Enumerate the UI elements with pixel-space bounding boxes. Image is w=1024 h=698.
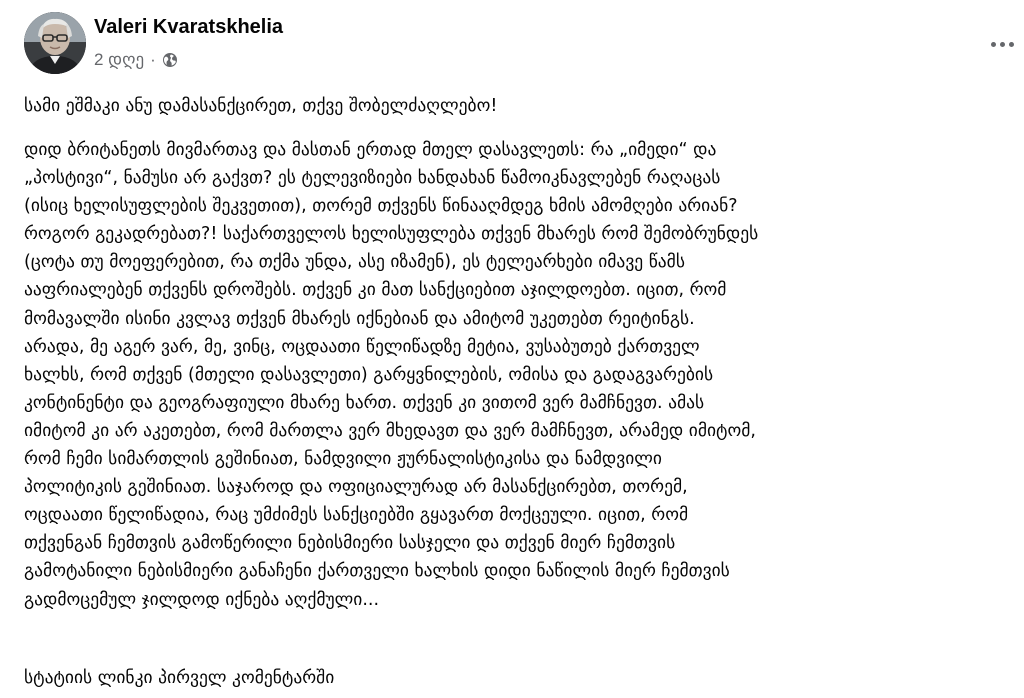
avatar-photo-icon [24, 12, 86, 74]
post-body [24, 136, 758, 614]
post-body-line: გამოტანილი ნებისმიერი განაჩენი ქართველი ხალხის დიდი ნაწილის მიერ ჩემთვის [24, 561, 730, 582]
post-body-line: „პოსტივი“, ნამუსი არ გაქვთ? ეს ტელევიზიები ხანდახან წამოიკნავლებენ რაღაცას [24, 168, 721, 189]
more-options-icon [1000, 42, 1005, 47]
post-body-line: როგორ გეკადრებათ?! საქართველოს ხელისუფლება თქვენ მხარეს რომ შემობრუნდეს [24, 224, 759, 245]
author-name[interactable]: Valeri Kvaratskhelia [94, 16, 284, 38]
more-options-icon [1009, 42, 1014, 47]
post-body-line: მომავალში ისინი კვლავ თქვენ მხარეს იქნებიან და ამიტომ უკეთებთ რეიტინგს. [24, 308, 695, 329]
post-body-line: ააფრიალებენ თქვენს დროშებს. თქვენ კი მათ სანქციებით აჯილდოებთ. იცით, რომ [24, 280, 727, 301]
post-body-line: რომ ჩემი სიმართლის გეშინიათ, ნამდვილი ჟურნალისტიკისა და ნამდვილი [24, 449, 662, 470]
post-meta [94, 50, 178, 70]
post-body-line: კონტინენტი და გეოგრაფიული მხარე ხართ. თქვენ კი ვითომ ვერ მამჩნევთ. ამას [24, 392, 705, 413]
post-body-line: დიდ ბრიტანეთს მივმართავ და მასთან ერთად მთელ დასავლეთს: რა „იმედი“ და [24, 140, 717, 160]
post-headline: სამი ეშმაკი ანუ დამასანქცირეთ, თქვე შობელძაღლებო! [24, 96, 498, 116]
post-body-line: გადმოცემულ ჯილდოდ იქნება აღქმული... [24, 589, 380, 610]
meta-separator: · [150, 50, 156, 69]
post-body-line: არადა, მე აგერ ვარ, მე, ვინც, ოცდაათი წელიწადზე მეტია, ვუსაბუთებ ქართველ [24, 336, 700, 357]
post-footer-note: სტატიის ლინკი პირველ კომენტარში [24, 668, 335, 688]
globe-icon[interactable] [162, 52, 178, 68]
post-header [24, 12, 1004, 76]
post-body-line: იმიტომ კი არ აკეთებთ, რომ მართლა ვერ მხედავთ და ვერ მამჩნევთ, არამედ იმიტომ, [24, 420, 756, 441]
author-avatar[interactable] [24, 12, 86, 74]
post-body-line: (ცოტა თუ მოეფერებით, რა თქმა უნდა, ასე იზამენ), ეს ტელეარხები იმავე წამს [24, 252, 685, 273]
post-body-line: (ისიც ხელისუფლების შეკვეთით), თორემ თქვენს წინააღმდეგ ხმის ამომღები არიან? [24, 196, 738, 217]
post-body-line: თქვენგან ჩემთვის გამოწერილი ნებისმიერი სასჯელი და თქვენ მიერ ჩემთვის [24, 533, 676, 554]
more-options-button[interactable] [982, 30, 1022, 58]
more-options-icon [991, 42, 996, 47]
post-timestamp[interactable]: 2 დღე [94, 50, 145, 69]
post-body-line: პოლიტიკის გეშინიათ. საჯაროდ და ოფიციალურად არ მასანქცირებთ, თორემ, [24, 477, 688, 498]
post-body-line: ხალხს, რომ თქვენ (მთელი დასავლეთი) გარყვნილების, ომისა და გადაგვარების [24, 364, 714, 385]
post-body-line: ოცდაათი წელიწადია, რაც უმძიმეს სანქციებში გყავართ მოქცეული. იცით, რომ [24, 505, 689, 526]
